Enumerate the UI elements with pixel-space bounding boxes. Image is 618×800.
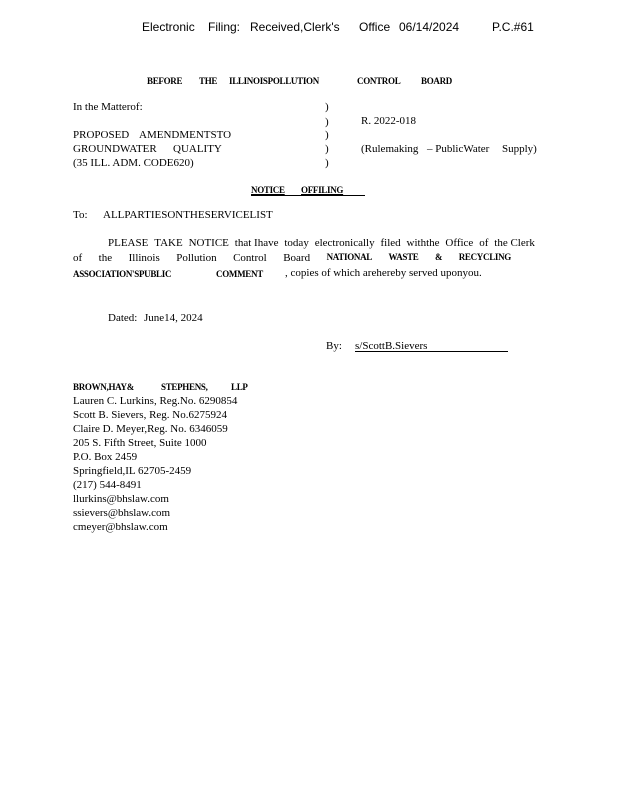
dated-value: June14, 2024: [144, 312, 203, 324]
email-sievers[interactable]: ssievers@bhslaw.com: [73, 507, 171, 519]
paragraph-word: of: [73, 252, 83, 264]
paragraph-word: NOTICE: [188, 237, 229, 249]
email-meyer[interactable]: cmeyer@bhslaw.com: [73, 521, 168, 533]
signature-name: s/ScottB.Sievers: [355, 340, 428, 352]
signature-line: [355, 351, 508, 352]
paragraph-comment: COMMENT: [216, 269, 263, 279]
header-received: Received,Clerk's: [250, 20, 340, 34]
paragraph-word: Pollution: [176, 252, 217, 264]
attorney-lurkins: Lauren C. Lurkins, Reg.No. 6290854: [73, 395, 238, 407]
notice-filing-word: OFFILING: [301, 185, 344, 195]
board-illinois: ILLINOISPOLLUTION: [229, 76, 319, 86]
caption-public-water: – PublicWater: [427, 143, 490, 155]
header-date: 06/14/2024: [399, 20, 460, 34]
paragraph-word-caps: RECYCLING: [458, 252, 511, 262]
firm-name-1: BROWN,HAY&: [73, 382, 134, 392]
board-before: BEFORE: [147, 76, 183, 86]
email-lurkins[interactable]: llurkins@bhslaw.com: [73, 493, 169, 505]
attorney-sievers: Scott B. Sievers, Reg. No.6275924: [73, 409, 227, 421]
paragraph-word: the Clerk: [494, 237, 535, 249]
caption-quality: QUALITY: [173, 143, 222, 155]
paragraph-word-caps: WASTE: [388, 252, 419, 262]
caption-paren: ): [325, 157, 329, 169]
firm-name-3: LLP: [231, 382, 248, 392]
paragraph-tail: , copies of which arehereby served uponyou.: [285, 267, 482, 279]
paragraph-word: Illinois: [128, 252, 160, 264]
paragraph-line-2: [73, 252, 511, 264]
notice-word: NOTICE: [251, 185, 285, 195]
firm-po-box: P.O. Box 2459: [73, 451, 138, 463]
caption-paren: ): [325, 101, 329, 113]
paragraph-word-caps: NATIONAL: [326, 252, 373, 262]
paragraph-word: the: [98, 252, 113, 264]
caption-paren: ): [325, 116, 329, 128]
paragraph-word: withthe: [406, 237, 440, 249]
firm-name-2: STEPHENS,: [161, 382, 208, 392]
board-the: THE: [199, 76, 218, 86]
header-pc-number: P.C.#61: [492, 20, 534, 34]
firm-phone: (217) 544-8491: [73, 479, 142, 491]
caption-paren: ): [325, 143, 329, 155]
caption-docket: R. 2022-018: [361, 115, 416, 127]
notice-underline: [251, 195, 365, 196]
paragraph-word: TAKE: [154, 237, 183, 249]
header-electronic: Electronic: [142, 20, 195, 34]
caption-rulemaking: (Rulemaking: [361, 143, 419, 155]
paragraph-word: Office: [445, 237, 474, 249]
signature-by-label: By:: [326, 340, 342, 352]
caption-groundwater: GROUNDWATER: [73, 143, 157, 155]
caption-code: (35 ILL. ADM. CODE620): [73, 157, 194, 169]
caption-proposed: PROPOSED: [73, 129, 130, 141]
caption-amendments: AMENDMENTSTO: [139, 129, 232, 141]
paragraph-association: ASSOCIATION'SPUBLIC: [73, 269, 172, 279]
paragraph-word: that Ihave: [234, 237, 279, 249]
header-office: Office: [359, 20, 391, 34]
paragraph-word: today: [284, 237, 309, 249]
board-control: CONTROL: [357, 76, 401, 86]
caption-matter: In the Matterof:: [73, 101, 143, 113]
to-label: To:: [73, 209, 88, 221]
caption-paren: ): [325, 129, 329, 141]
firm-street: 205 S. Fifth Street, Suite 1000: [73, 437, 207, 449]
attorney-meyer: Claire D. Meyer,Reg. No. 6346059: [73, 423, 228, 435]
dated-label: Dated:: [108, 312, 138, 324]
paragraph-word: electronically: [314, 237, 375, 249]
paragraph-word: Board: [283, 252, 311, 264]
paragraph-word: filed: [380, 237, 401, 249]
header-filing: Filing:: [208, 20, 241, 34]
paragraph-word: of: [479, 237, 489, 249]
paragraph-word: Control: [233, 252, 267, 264]
to-value: ALLPARTIESONTHESERVICELIST: [103, 209, 273, 221]
paragraph-line-1: [108, 237, 535, 249]
board-board: BOARD: [421, 76, 453, 86]
paragraph-word: PLEASE: [108, 237, 149, 249]
caption-supply: Supply): [502, 143, 537, 155]
firm-city: Springfield,IL 62705-2459: [73, 465, 192, 477]
paragraph-word-caps: &: [435, 252, 443, 262]
